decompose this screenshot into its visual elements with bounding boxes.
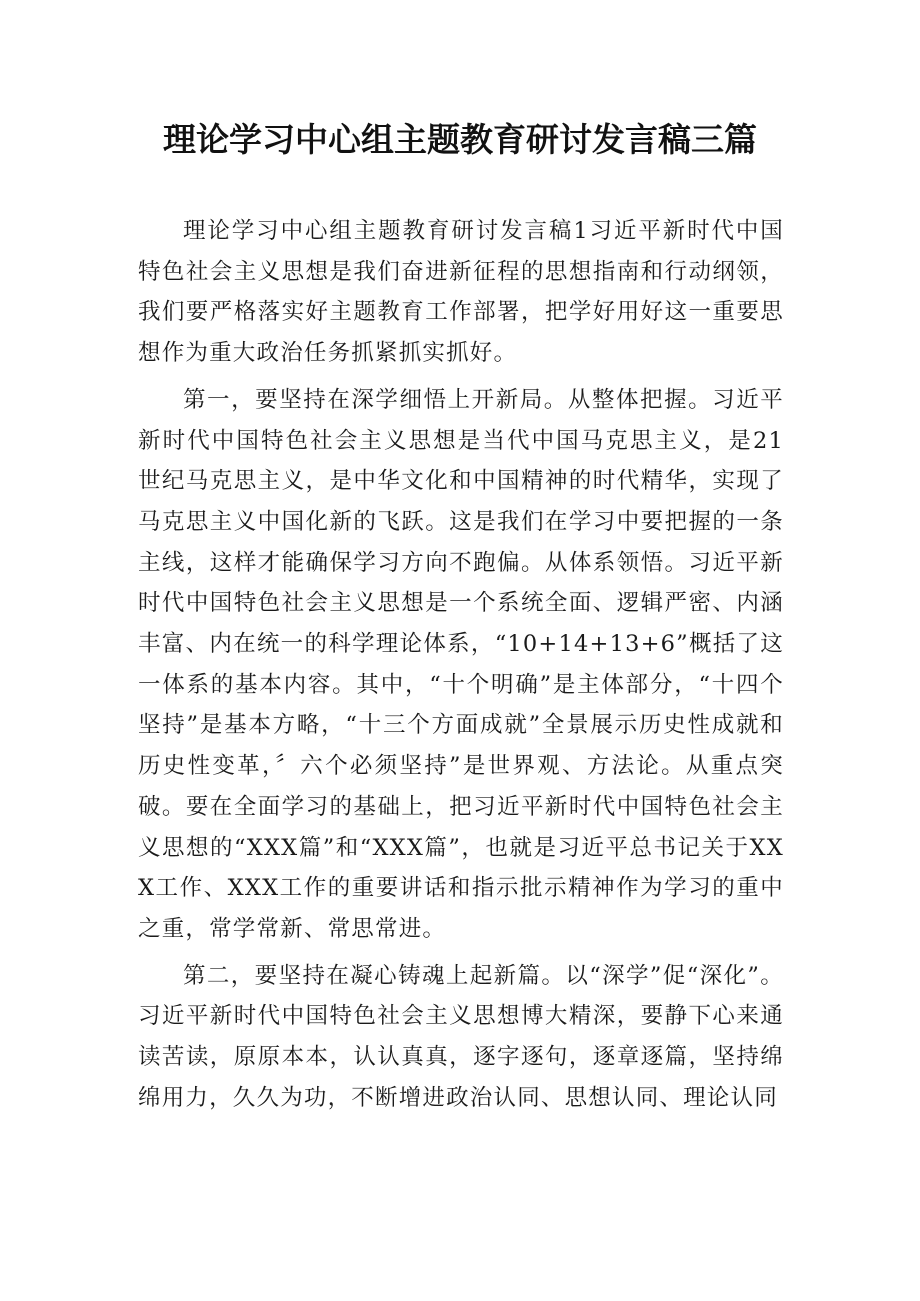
paragraph-1: 理论学习中心组主题教育研讨发言稿1习近平新时代中国特色社会主义思想是我们奋进新征程的思想指南和行动纲领，我们要严格落实好主题教育工作部署，把学好用好这一重要思想作为重大政治任务抓紧抓实抓好。 (138, 218, 784, 367)
paragraph-2: 第一，要坚持在深学细悟上开新局。从整体把握。习近平新时代中国特色社会主义思想是当代中国马克思主义，是21世纪马克思主义，是中华文化和中国精神的时代精华，实现了马克思主义中国化新的飞跃。这是我们在学习中要把握的一条主线，这样才能确保学习方向不跑偏。从体系领悟。习近平新时代中国特色社会主义思想是一个系统全面、逻辑严密、内涵丰富、内在统一的科学理论体系，“10+14+13+6”概括了这一体系的基本内容。其中，“十个明确”是主体部分，“十四个坚持”是基本方略，“十三个方面成就”全景展示历史性成就和历史性变革，〞六个必须坚持”是世界观、方法论。从重点突破。要在全面学习的基础上，把习近平新时代中国特色社会主义思想的“XXX篇”和“XXX篇”，也就是习近平总书记关于XXX工作、XXX工作的重要讲话和指示批示精神作为学习的重中之重，常学常新、常思常进。 (138, 386, 784, 942)
document-body (138, 211, 784, 1118)
paragraph-3: 第二，要坚持在凝心铸魂上起新篇。以“深学”促“深化”。习近平新时代中国特色社会主义思想博大精深，要静下心来通读苦读，原原本本，认认真真，逐字逐句，逐章逐篇，坚持绵绵用力，久久为功，不断增进政治认同、思想认同、理论认同 (138, 962, 784, 1111)
document-title: 理论学习中心组主题教育研讨发言稿三篇 (163, 120, 757, 159)
